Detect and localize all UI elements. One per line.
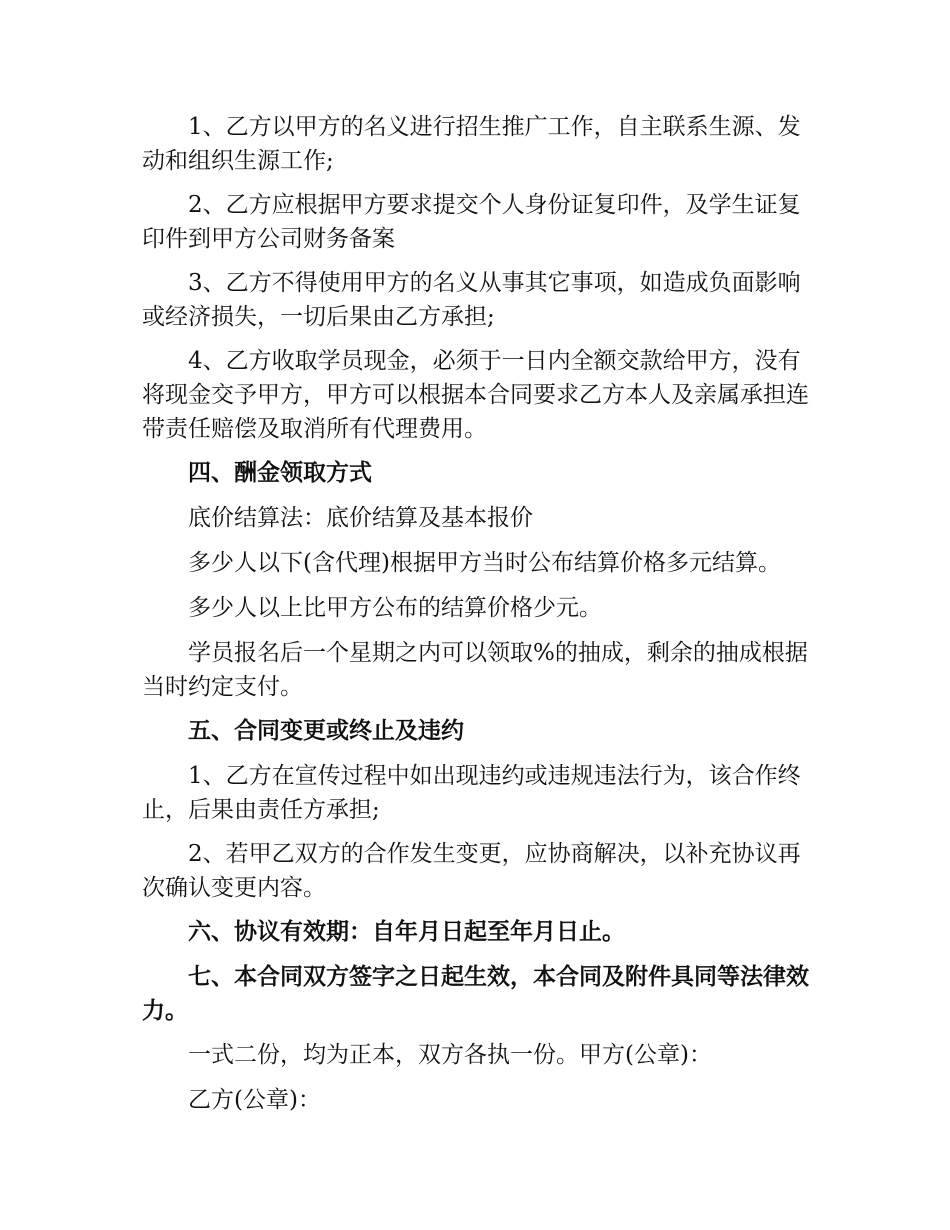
commission-paragraph: 学员报名后一个星期之内可以领取%的抽成，剩余的抽成根据当时约定支付。 — [142, 640, 808, 700]
copies-paragraph: 一式二份，均为正本，双方各执一份。甲方(公章)： — [188, 1042, 712, 1068]
clause-1-paragraph: 1、乙方以甲方的名义进行招生推广工作，自主联系生源、发动和组织生源工作; — [142, 114, 801, 174]
below-count-paragraph: 多少人以下(含代理)根据甲方当时公布结算价格多元结算。 — [188, 550, 781, 576]
section-6-heading: 六、协议有效期：自年月日起至年月日止。 — [188, 918, 625, 945]
document-body — [142, 110, 822, 1128]
violation-paragraph: 1、乙方在宣传过程中如出现违约或违规违法行为，该合作终止，后果由责任方承担; — [142, 763, 801, 823]
clause-3-paragraph: 3、乙方不得使用甲方的名义从事其它事项，如造成负面影响或经济损失，一切后果由乙方承担; — [142, 270, 801, 330]
change-paragraph: 2、若甲乙双方的合作发生变更，应协商解决，以补充协议再次确认变更内容。 — [142, 841, 801, 901]
base-price-paragraph: 底价结算法：底价结算及基本报价 — [188, 505, 533, 531]
section-7-heading: 七、本合同双方签字之日起生效，本合同及附件具同等法律效力。 — [142, 963, 809, 1024]
clause-2-paragraph: 2、乙方应根据甲方要求提交个人身份证复印件，及学生证复印件到甲方公司财务备案 — [142, 192, 801, 252]
party-b-seal-line: 乙方(公章)： — [188, 1087, 321, 1113]
clause-4-paragraph: 4、乙方收取学员现金，必须于一日内全额交款给甲方，没有将现金交予甲方，甲方可以根据本合同要求乙方本人及亲属承担连带责任赔偿及取消所有代理费用。 — [142, 348, 809, 442]
section-4-heading: 四、酬金领取方式 — [188, 459, 372, 486]
above-count-paragraph: 多少人以上比甲方公布的结算价格少元。 — [188, 595, 602, 621]
section-5-heading: 五、合同变更或终止及违约 — [188, 717, 464, 744]
